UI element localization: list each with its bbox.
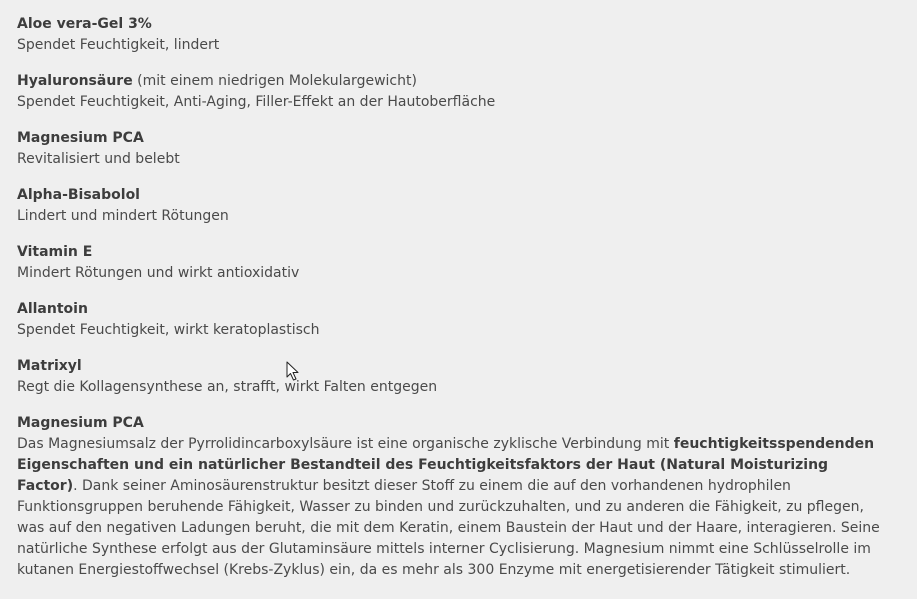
ingredient-name-text: Alpha-Bisabolol: [17, 187, 140, 203]
ingredient-name: [17, 299, 897, 320]
ingredient-name-text: Matrixyl: [17, 358, 82, 374]
ingredient-name: [17, 128, 897, 149]
detail-text-intro: Das Magnesiumsalz der Pyrrolidincarboxylsäure ist eine organische zyklische Verbindung mit: [17, 436, 674, 452]
ingredient-description: Revitalisiert und belebt: [17, 151, 180, 167]
mouse-pointer-icon: [286, 361, 300, 381]
detail-paragraph: [17, 434, 887, 581]
ingredient-name: [17, 14, 897, 35]
ingredient-detail: [17, 413, 897, 581]
ingredient-item: [17, 128, 897, 170]
ingredient-item: [17, 242, 897, 284]
ingredient-item: [17, 14, 897, 56]
ingredient-description: Spendet Feuchtigkeit, wirkt keratoplastisch: [17, 322, 320, 338]
ingredient-item: [17, 185, 897, 227]
detail-text-rest: . Dank seiner Aminosäurenstruktur besitzt dieser Stoff zu einem die auf den vorhandenen hydrophilen Funktionsgruppen beruhende Fähigkeit, Wasser zu binden und zurückzuhalten, und zu anderen die Fähigkeit, zu pflegen, was auf den negativen Ladungen beruht, die mit dem Keratin, einem Baustein der Haut und der Haare, interagieren. Seine natürliche Synthese erfolgt aus der Glutaminsäure mittels interner Cyclisierung. Magnesium nimmt eine Schlüsselrolle im kutanen Energiestoffwechsel (Krebs-Zyklus) ein, da es mehr als 300 Enzyme mit energetisierender Tätigkeit stimuliert.: [17, 478, 880, 578]
ingredient-description: Spendet Feuchtigkeit, lindert: [17, 37, 220, 53]
ingredient-note: (mit einem niedrigen Molekulargewicht): [132, 73, 417, 89]
ingredient-name-text: Magnesium PCA: [17, 130, 144, 146]
ingredient-description: Regt die Kollagensynthese an, strafft, wirkt Falten entgegen: [17, 379, 438, 395]
ingredient-description: Lindert und mindert Rötungen: [17, 208, 229, 224]
ingredient-name: [17, 356, 897, 377]
ingredient-name: [17, 242, 897, 263]
ingredient-name-text: Aloe vera-Gel 3%: [17, 16, 152, 32]
ingredient-name-text: Vitamin E: [17, 244, 93, 260]
ingredients-content: [17, 14, 897, 596]
ingredient-name-text: Hyaluronsäure: [17, 73, 133, 89]
ingredient-description: Mindert Rötungen und wirkt antioxidativ: [17, 265, 300, 281]
ingredient-name: [17, 71, 897, 92]
ingredient-name: [17, 185, 897, 206]
ingredient-item: [17, 356, 897, 398]
detail-title: Magnesium PCA: [17, 415, 144, 431]
ingredient-description: Spendet Feuchtigkeit, Anti-Aging, Filler-Effekt an der Hautoberfläche: [17, 94, 496, 110]
detail-text-highlight: feuchtigkeitsspendenden Eigenschaften und ein natürlicher Bestandteil des Feuchtigkeitsfaktors der Haut (Natural Moisturizing Factor): [17, 436, 875, 494]
ingredient-item: [17, 299, 897, 341]
ingredient-name-text: Allantoin: [17, 301, 88, 317]
ingredient-item: [17, 71, 897, 113]
